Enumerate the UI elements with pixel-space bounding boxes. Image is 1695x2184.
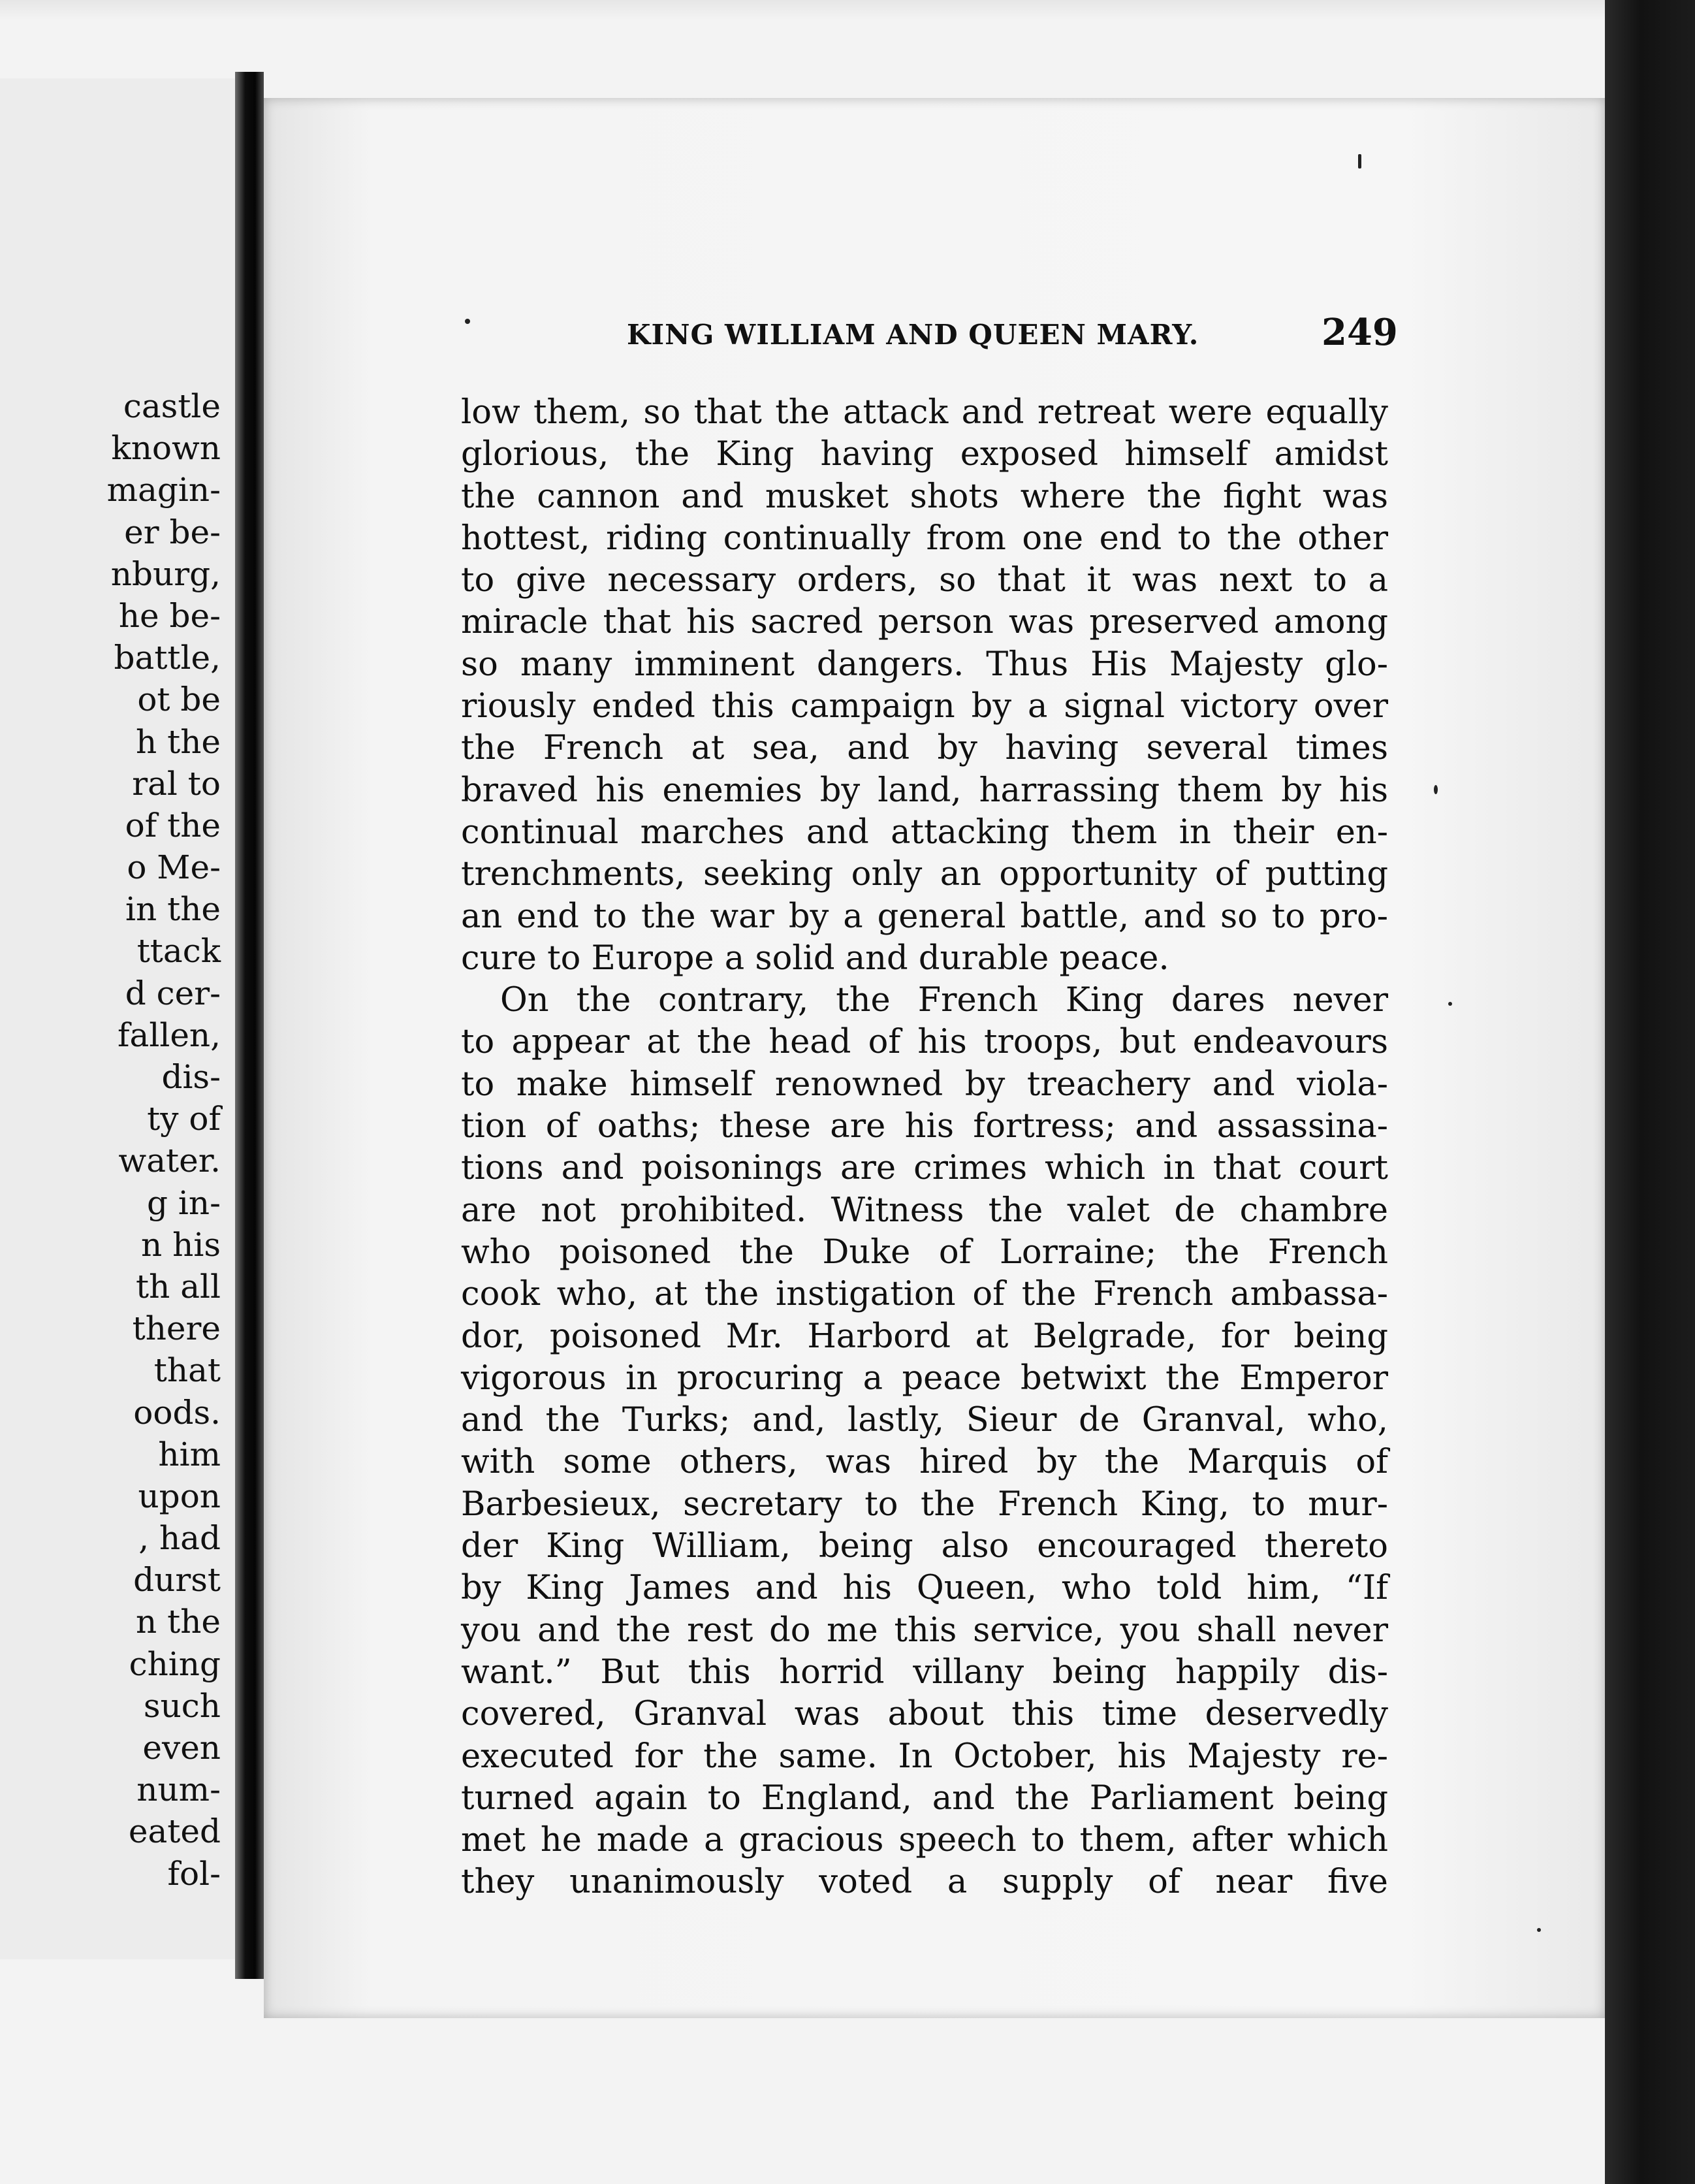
text-line: to make himself renowned by treachery and viola- xyxy=(461,1065,1388,1104)
text-line: hottest, riding continually from one end to the other xyxy=(461,519,1388,558)
left-page-line-fragment: o Me- xyxy=(127,848,221,887)
text-line: the French at sea, and by having several times xyxy=(461,729,1388,768)
text-line: tions and poisonings are crimes which in that court xyxy=(461,1149,1388,1188)
left-page-line-fragment: there xyxy=(132,1309,221,1348)
left-page-line-fragment: ral to xyxy=(132,764,221,803)
text-line: miracle that his sacred person was preserved among xyxy=(461,603,1388,642)
text-line: low them, so that the attack and retreat were equally xyxy=(461,393,1388,432)
text-line: glorious, the King having exposed himself amidst xyxy=(461,435,1388,474)
text-line: On the contrary, the French King dares never xyxy=(500,981,1388,1020)
left-page-line-fragment: dis- xyxy=(161,1058,221,1096)
text-line: Barbesieux, secretary to the French King, to mur- xyxy=(461,1485,1388,1524)
left-page-line-fragment: er be- xyxy=(124,513,221,551)
text-line: who poisoned the Duke of Lorraine; the French xyxy=(461,1232,1388,1272)
running-head: KING WILLIAM AND QUEEN MARY. xyxy=(627,319,1199,351)
text-line: riously ended this campaign by a signal victory over xyxy=(461,687,1388,726)
text-line: you and the rest do me this service, you shall never xyxy=(461,1611,1388,1650)
left-page-line-fragment: such xyxy=(143,1686,221,1725)
left-page-line-fragment: ot be xyxy=(137,681,221,719)
left-page-line-fragment: n the xyxy=(136,1603,221,1641)
text-line: trenchments, seeking only an opportunity of putting xyxy=(461,855,1388,894)
text-line: to give necessary orders, so that it was next to a xyxy=(461,561,1388,600)
text-line: continual marches and attacking them in their en- xyxy=(461,812,1388,852)
left-page-line-fragment: even xyxy=(142,1729,221,1767)
text-line: an end to the war by a general battle, and so to pro- xyxy=(461,897,1388,936)
left-page xyxy=(0,78,235,1959)
text-line: they unanimously voted a supply of near five xyxy=(461,1863,1388,1902)
scan-top-edge xyxy=(0,0,1695,20)
page-number: 249 xyxy=(1322,311,1398,354)
scan-speck xyxy=(1448,1002,1452,1006)
left-page-line-fragment: castle xyxy=(123,387,221,425)
left-page-line-fragment: ching xyxy=(129,1645,221,1683)
scan-speck xyxy=(465,319,470,324)
text-line: der King William, being also encouraged thereto xyxy=(461,1527,1388,1566)
left-page-line-fragment: d cer- xyxy=(125,974,221,1012)
text-line: cure to Europe a solid and durable peace. xyxy=(461,939,1169,978)
scan-right-edge xyxy=(1605,0,1695,2184)
left-page-line-fragment: h the xyxy=(136,722,221,761)
left-page-line-fragment: fol- xyxy=(167,1854,221,1893)
left-page-line-fragment: ttack xyxy=(136,932,221,971)
left-page-line-fragment: he be- xyxy=(118,596,221,635)
text-line: want.” But this horrid villany being happily dis- xyxy=(461,1652,1388,1692)
text-line: vigorous in procuring a peace betwixt the Emperor xyxy=(461,1358,1388,1398)
left-page-line-fragment: n his xyxy=(141,1225,221,1264)
text-line: the cannon and musket shots where the fight was xyxy=(461,477,1388,516)
left-page-line-fragment: water. xyxy=(118,1142,221,1180)
text-line: so many imminent dangers. Thus His Majesty glo- xyxy=(461,645,1388,684)
left-page-line-fragment: of the xyxy=(125,806,221,844)
left-page-line-fragment: num- xyxy=(136,1771,221,1809)
text-line: and the Turks; and, lastly, Sieur de Granval, who, xyxy=(461,1401,1388,1440)
left-page-line-fragment: eated xyxy=(128,1812,221,1851)
text-line: braved his enemies by land, harrassing them by his xyxy=(461,771,1388,810)
text-line: covered, Granval was about this time deservedly xyxy=(461,1695,1388,1734)
text-line: to appear at the head of his troops, but endeavours xyxy=(461,1023,1388,1062)
scan-speck xyxy=(1358,154,1361,169)
left-page-line-fragment: known xyxy=(111,429,221,468)
text-line: are not prohibited. Witness the valet de chambre xyxy=(461,1191,1388,1230)
text-line: met he made a gracious speech to them, after which xyxy=(461,1821,1388,1860)
left-page-line-fragment: upon xyxy=(138,1477,221,1515)
left-page-line-fragment: durst xyxy=(133,1561,221,1599)
left-page-line-fragment: battle, xyxy=(114,639,221,677)
left-page-line-fragment: g in- xyxy=(147,1183,221,1222)
left-page-line-fragment: him xyxy=(158,1435,221,1473)
left-page-text xyxy=(107,385,221,1895)
left-page-line-fragment: that xyxy=(153,1351,221,1390)
text-line: tion of oaths; these are his fortress; and assassina- xyxy=(461,1107,1388,1146)
left-page-line-fragment: , had xyxy=(138,1519,221,1558)
text-line: with some others, was hired by the Marquis of xyxy=(461,1443,1388,1482)
left-page-line-fragment: oods. xyxy=(133,1393,221,1432)
text-line: turned again to England, and the Parliament being xyxy=(461,1778,1388,1818)
text-line: cook who, at the instigation of the French ambassa- xyxy=(461,1275,1388,1314)
left-page-line-fragment: th all xyxy=(136,1267,221,1306)
text-line: dor, poisoned Mr. Harbord at Belgrade, for being xyxy=(461,1317,1388,1356)
left-page-line-fragment: magin- xyxy=(106,471,221,509)
left-page-line-fragment: fallen, xyxy=(118,1016,221,1054)
text-line: by King James and his Queen, who told him, “If xyxy=(461,1569,1388,1608)
left-page-line-fragment: ty of xyxy=(147,1100,221,1138)
scan-speck xyxy=(1537,1928,1541,1932)
body-text xyxy=(461,392,1388,1904)
text-line: executed for the same. In October, his Majesty re- xyxy=(461,1737,1388,1776)
left-page-line-fragment: nburg, xyxy=(110,554,221,593)
left-page-line-fragment: in the xyxy=(125,890,221,929)
book-gutter xyxy=(235,72,264,1979)
scan-speck xyxy=(1434,785,1438,794)
